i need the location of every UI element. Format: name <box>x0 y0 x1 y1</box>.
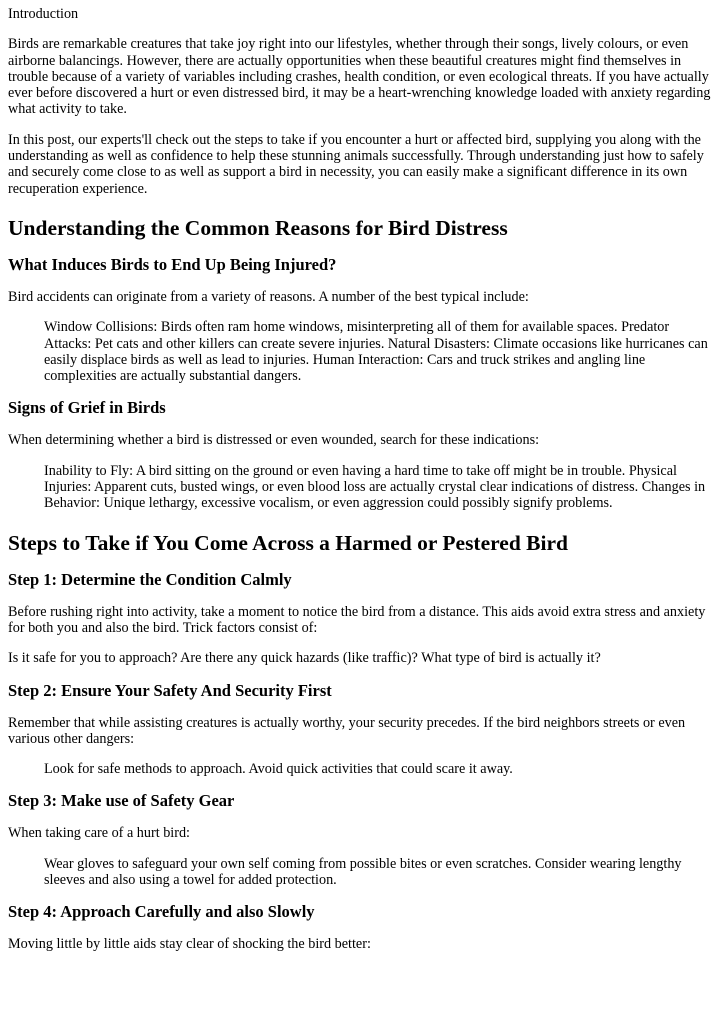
step-2-heading: Step 2: Ensure Your Safety And Security First <box>8 680 332 700</box>
injury-causes-list: Window Collisions: Birds often ram home windows, misinterpreting all of them for available spaces. Predator Attacks: Pet cats and other killers can create severe injuries. Natural Disasters: Climate occasions like hurricanes can easily displace birds as well as lead to injuries. Human Interaction: Cars and truck strikes and angling line complexities are actually substantial dangers. <box>44 319 708 385</box>
signs-list: Inability to Fly: A bird sitting on the ground or even having a hard time to take off might be in trouble. Physical Injuries: Apparent cuts, busted wings, or even blood loss are actually crystal clear indications of distress. Changes in Behavior: Unique lethargy, excessive vocalism, or even aggression could possibly signify problems. <box>44 462 706 512</box>
step-3-text: When taking care of a hurt bird: <box>8 825 190 842</box>
step-2-quote: Look for safe methods to approach. Avoid quick activities that could scare it away. <box>44 761 513 778</box>
signs-intro: When determining whether a bird is distressed or even wounded, search for these indications: <box>8 432 540 449</box>
step-4-heading: Step 4: Approach Carefully and also Slowly <box>8 902 315 922</box>
step-1-heading: Step 1: Determine the Condition Calmly <box>8 569 292 589</box>
intro-paragraph-2: In this post, our experts'll check out the steps to take if you encounter a hurt or affected bird, supplying you along with the understanding as well as confidence to help these stunning animals successfully. Through understanding just how to safely and securely come close to as well as support a bird in necessity, you can easily make a significant difference in its own recuperation experience. <box>8 131 704 197</box>
subheading-injury-causes: What Induces Birds to End Up Being Injured? <box>8 254 337 274</box>
step-2-text: Remember that while assisting creatures is actually worthy, your security precedes. If the bird neighbors streets or even various other dangers: <box>8 714 686 747</box>
subheading-signs: Signs of Grief in Birds <box>8 398 166 418</box>
step-3-heading: Step 3: Make use of Safety Gear <box>8 791 235 811</box>
section-heading-steps: Steps to Take if You Come Across a Harmed or Pestered Bird <box>8 530 568 555</box>
step-1-text: Before rushing right into activity, take a moment to notice the bird from a distance. This aids avoid extra stress and anxiety for both you and also the bird. Trick factors consist of: <box>8 603 706 636</box>
intro-heading: Introduction <box>8 6 79 22</box>
step-4-text: Moving little by little aids stay clear of shocking the bird better: <box>8 936 371 953</box>
intro-paragraph-1: Birds are remarkable creatures that take joy right into our lifestyles, whether through their songs, lively colours, or even airborne balancings. However, there are actually opportunities when these beautiful creatures might find themselves in trouble because of a variety of variables including crashes, health condition, or even ecological threats. If you have actually ever before discovered a hurt or even distressed bird, it may be a heart-wrenching knowledge loaded with anxiety regarding what activity to take. <box>8 36 711 118</box>
section-heading-distress: Understanding the Common Reasons for Bird Distress <box>8 215 508 240</box>
injury-causes-intro: Bird accidents can originate from a variety of reasons. A number of the best typical include: <box>8 288 529 305</box>
step-3-quote: Wear gloves to safeguard your own self coming from possible bites or even scratches. Consider wearing lengthy sleeves and also using a towel for added protection. <box>44 855 682 889</box>
step-1-questions: Is it safe for you to approach? Are there any quick hazards (like traffic)? What type of bird is actually it? <box>8 650 601 667</box>
